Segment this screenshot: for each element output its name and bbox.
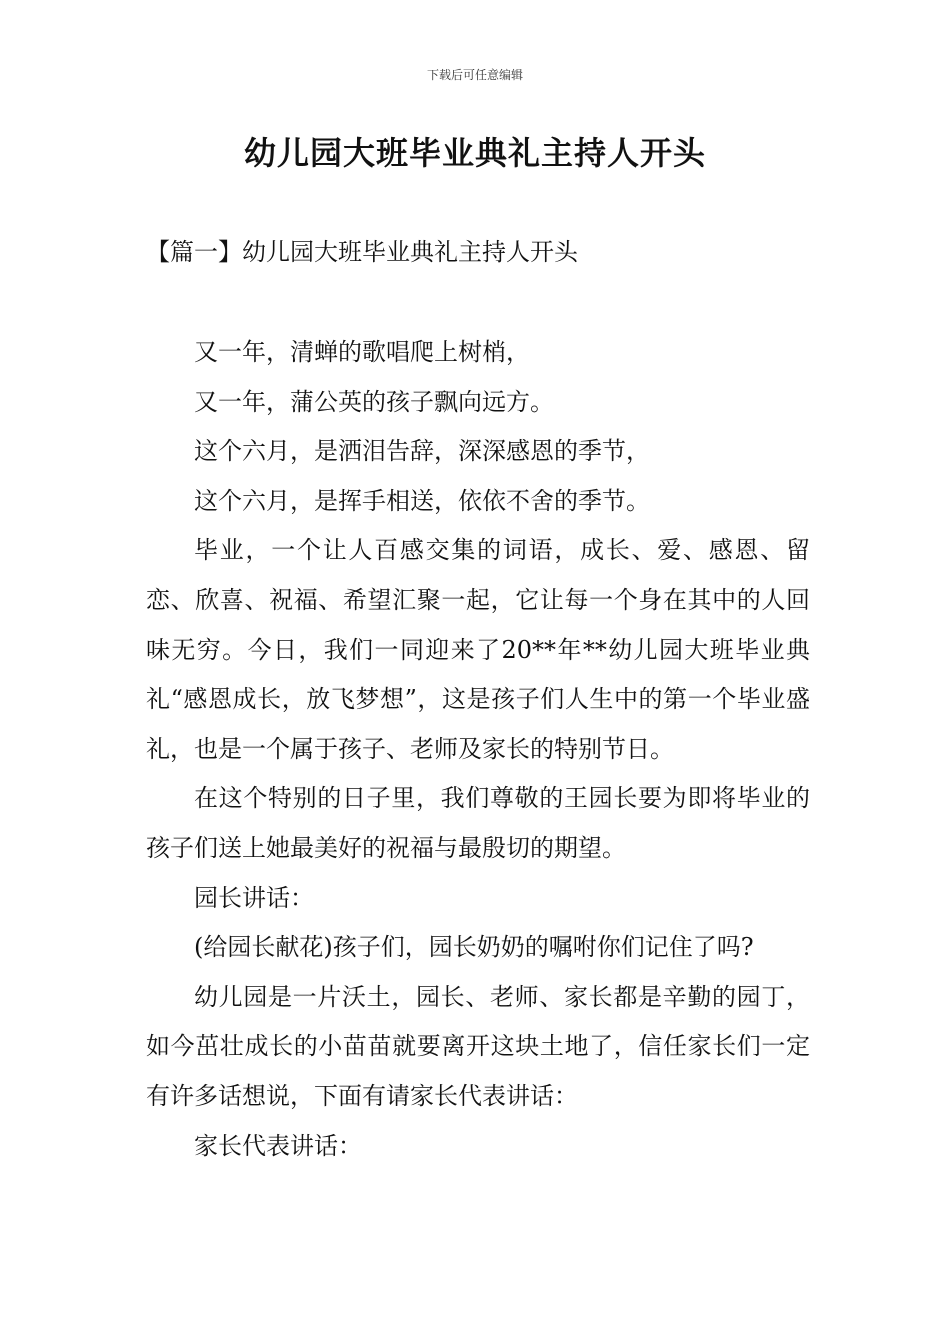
- paragraph: 又一年，清蝉的歌唱爬上树梢，: [194, 338, 530, 366]
- paragraph: 这个六月，是挥手相送，依依不舍的季节。: [194, 486, 650, 515]
- document-title: 幼儿园大班毕业典礼主持人开头: [243, 134, 706, 172]
- paragraph: 这个六月，是洒泪告辞，深深感恩的季节，: [194, 437, 650, 466]
- paragraph: 家长代表讲话：: [194, 1131, 362, 1160]
- paragraph: (给园长献花)孩子们，园长奶奶的嘱咐你们记住了吗?: [194, 933, 754, 962]
- document-body: [146, 328, 810, 1171]
- paragraph: 毕业，一个让人百感交集的词语，成长、爱、感恩、留恋、欣喜、祝福、希望汇聚一起，它让每一个身在其中的人回味无穷。今日，我们一同迎来了20**年**幼儿园大班毕业典礼“感恩成长，放飞梦想”，这是孩子们人生中的第一个毕业盛礼，也是一个属于孩子、老师及家长的特别节日。: [146, 536, 810, 763]
- section-heading: 【篇一】幼儿园大班毕业典礼主持人开头: [146, 238, 578, 266]
- paragraph: 幼儿园是一片沃土，园长、老师、家长都是辛勤的园丁，如今茁壮成长的小苗苗就要离开这块土地了，信任家长们一定有许多话想说，下面有请家长代表讲话：: [146, 982, 810, 1110]
- header-note: 下载后可任意编辑: [426, 68, 523, 82]
- paragraph: 在这个特别的日子里，我们尊敬的王园长要为即将毕业的孩子们送上她最美好的祝福与最殷切的期望。: [146, 784, 810, 862]
- paragraph: 又一年，蒲公英的孩子飘向远方。: [194, 387, 554, 416]
- paragraph: 园长讲话：: [194, 883, 314, 912]
